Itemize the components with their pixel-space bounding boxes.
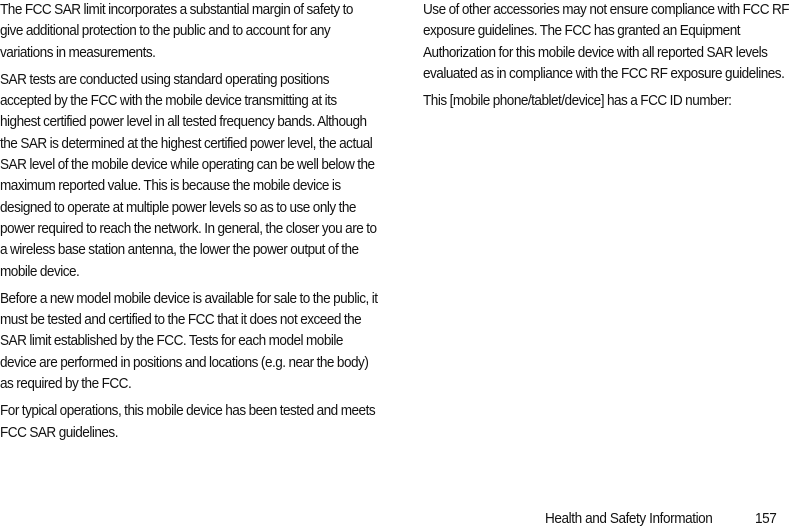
footer-section-title: Health and Safety Information: [545, 511, 713, 527]
paragraph-sar-margin: The FCC SAR limit incorporates a substantial margin of safety to give additional protection to the public and to account for any variations in measurements.: [0, 2, 353, 61]
paragraph-model-certification: Before a new model mobile device is available for sale to the public, it must be tested and certified to the FCC that it does not exceed the SAR limit established by the FCC. Tests for each model mobile device are performed in positions and locations (e.g. near the body) as required by the FCC.: [0, 290, 378, 393]
page-footer: [0, 511, 793, 531]
paragraph-fcc-id: This [mobile phone/tablet/device] has a FCC ID number:: [423, 93, 732, 110]
paragraph-typical-operations: For typical operations, this mobile device has been tested and meets FCC SAR guidelines.: [0, 403, 376, 441]
right-column: [423, 0, 793, 118]
left-column: [0, 0, 378, 450]
paragraph-sar-tests: SAR tests are conducted using standard operating positions accepted by the FCC with the mobile device transmitting at its highest certified power level in all tested frequency bands. Although the SAR is determined at the highest certified power level, the actual SAR level of the mobile device while operating can be well below the maximum reported value. This is because the mobile device is designed to operate at multiple power levels so as to use only the power required to reach the network. In general, the closer you are to a wireless base station antenna, the lower the power output of the mobile device.: [0, 71, 377, 280]
page-number: 157: [755, 511, 777, 527]
paragraph-accessories: Use of other accessories may not ensure compliance with FCC RF exposure guidelines. The FCC has granted an Equipment Authorization for this mobile device with all reported SAR levels evaluated as in compliance with the FCC RF exposure guidelines.: [423, 2, 790, 82]
